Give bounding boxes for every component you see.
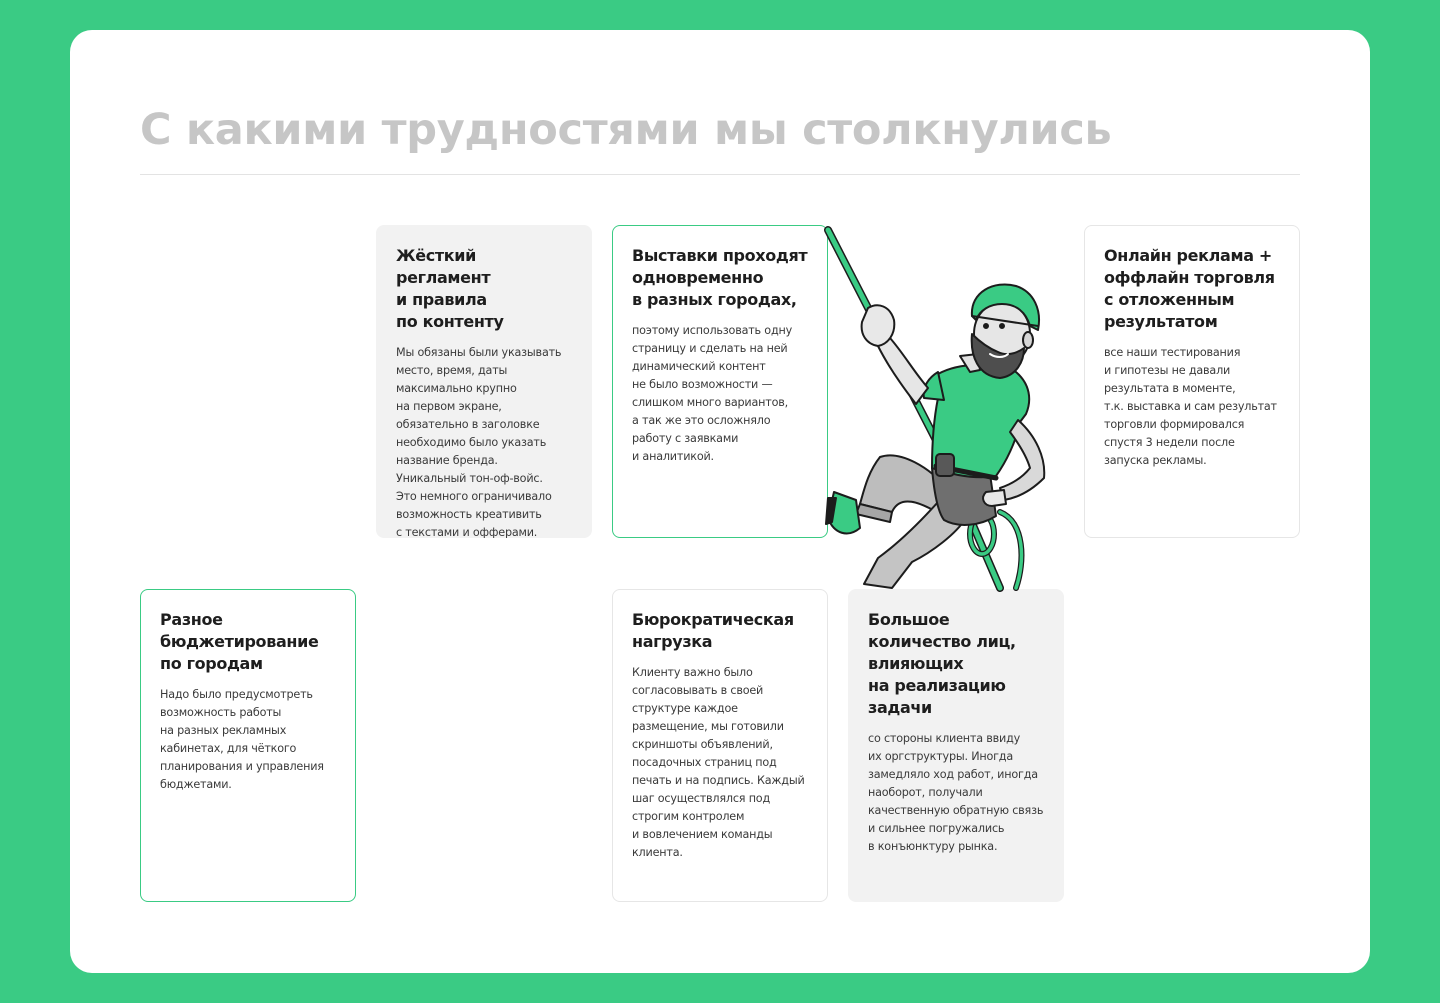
card-title: Бюрократическая нагрузка: [632, 610, 794, 651]
card-budgeting: [140, 589, 356, 902]
card-title: Большое количество лиц, влияющих на реализацию задачи: [868, 610, 1016, 717]
page-title: С какими трудностями мы столкнулись: [140, 105, 1112, 155]
card-stakeholders: [848, 589, 1064, 902]
card-exhibitions-cities: [612, 225, 828, 538]
card-title: Выставки проходят одновременно в разных городах,: [632, 246, 808, 309]
card-text: поэтому использовать одну страницу и сделать на ней динамический контент не было возможности — слишком много вариантов, а так же это осложняло работу с заявками и аналитикой.: [632, 324, 793, 463]
title-divider: [140, 174, 1300, 175]
card-text: Мы обязаны были указывать место, время, даты максимально крупно на первом экране, обязательно в заголовке необходимо было указать название бренда. Уникальный тон-оф-войс. Это немного ограничивало возможность креативить с текстами и офферами.: [396, 346, 562, 538]
card-title: Разное бюджетирование по городам: [160, 610, 319, 673]
card-title: Онлайн реклама + оффлайн торговля с отложенным результатом: [1104, 246, 1275, 331]
card-online-offline: [1084, 225, 1300, 538]
card-title: Жёсткий регламент и правила по контенту: [396, 246, 504, 331]
rope-climber-illustration: [820, 222, 1070, 592]
card-strict-rules: [376, 225, 592, 538]
card-text: все наши тестирования и гипотезы не давали результата в моменте, т.к. выставка и сам результат торговли формировался спустя 3 недели после запуска рекламы.: [1104, 346, 1277, 467]
card-bureaucracy: [612, 589, 828, 902]
card-text: Надо было предусмотреть возможность работы на разных рекламных кабинетах, для чёткого планирования и управления бюджетами.: [160, 688, 324, 791]
card-text: Клиенту важно было согласовывать в своей структуре каждое размещение, мы готовили скриншоты объявлений, посадочных страниц под печать и на подпись. Каждый шаг осуществлялся под строгим контролем и вовлечением команды клиента.: [632, 666, 805, 859]
card-text: со стороны клиента ввиду их оргструктуры. Иногда замедляло ход работ, иногда наоборот, получали качественную обратную связь и сильнее погружались в конъюнктуру рынка.: [868, 732, 1044, 853]
